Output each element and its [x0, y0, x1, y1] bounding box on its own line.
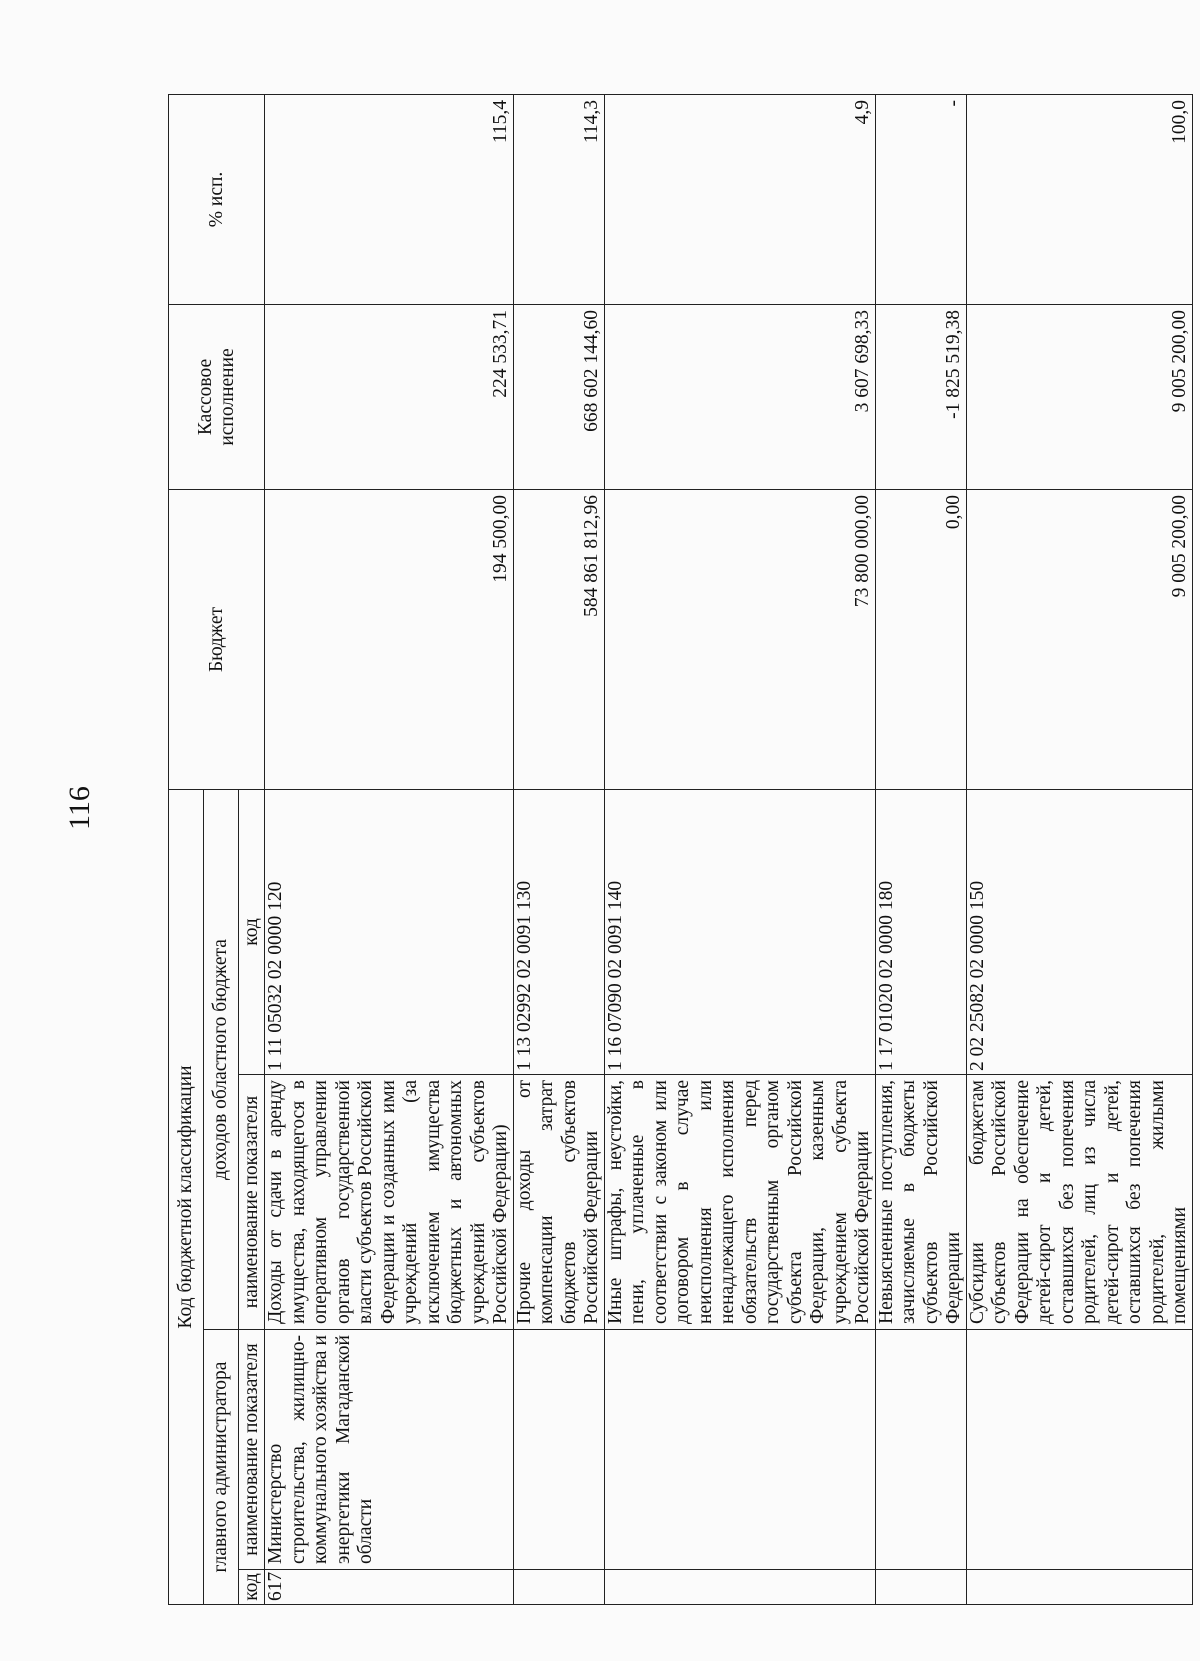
- admin-code: 617: [265, 1570, 514, 1605]
- row-name: Прочие доходы от компенсации затрат бюджетов субъектов Российской Федерации: [513, 1075, 604, 1330]
- row-code: 2 02 25082 02 0000 150: [966, 789, 1192, 1074]
- table-row: [966, 94, 1192, 1604]
- row-name: Субсидии бюджетам субъектов Российской Федерации на обеспечение детей-сирот и детей, оставшихся без попечения родителей, лиц из числа детей-сирот и детей, оставшихся без попечения родителей, жилыми помещениями: [966, 1075, 1192, 1330]
- row-budget: 9 005 200,00: [966, 489, 1192, 789]
- row-percent: -: [875, 94, 966, 304]
- row-cash: 668 602 144,60: [513, 304, 604, 489]
- budget-table: [168, 94, 1193, 1605]
- table-row: [265, 94, 514, 1604]
- row-percent: 114,3: [513, 94, 604, 304]
- page-number: 116: [63, 786, 96, 830]
- row-cash: 9 005 200,00: [966, 304, 1192, 489]
- row-percent: 115,4: [265, 94, 514, 304]
- row-code: 1 13 02992 02 0091 130: [513, 789, 604, 1074]
- header-cash-execution: Кассовое исполнение: [169, 304, 265, 489]
- row-code: 1 16 07090 02 0091 140: [604, 789, 875, 1074]
- row-percent: 100,0: [966, 94, 1192, 304]
- header-main-admin: главного администратора: [204, 1330, 239, 1605]
- row-cash: -1 825 519,38: [875, 304, 966, 489]
- row-code: 1 11 05032 02 0000 120: [265, 789, 514, 1074]
- header-budget: Бюджет: [169, 489, 265, 789]
- table-row: [513, 94, 604, 1604]
- header-regional-income: доходов областного бюджета: [204, 789, 239, 1329]
- row-name: Невыясненные поступления, зачисляемые в бюджеты субъектов Российской Федерации: [875, 1075, 966, 1330]
- row-percent: 4,9: [604, 94, 875, 304]
- row-cash: 224 533,71: [265, 304, 514, 489]
- header-classification: Код бюджетной классификации: [169, 789, 204, 1604]
- header-indicator-name-2: наименование показателя: [239, 1075, 265, 1330]
- table-row: [875, 94, 966, 1604]
- row-name: Доходы от сдачи в аренду имущества, находящегося в оперативном управлении органов государственной власти субъектов Российской Федерации и созданных ими учреждений (за исключением имущества бюджетных и автономных учреждений субъектов Российской Федерации): [265, 1075, 514, 1330]
- row-budget: 0,00: [875, 489, 966, 789]
- admin-name: Министерство строительства, жилищно-коммунального хозяйства и энергетики Магаданской области: [265, 1330, 514, 1570]
- row-budget: 584 861 812,96: [513, 489, 604, 789]
- row-budget: 194 500,00: [265, 489, 514, 789]
- header-code: код: [239, 1570, 265, 1605]
- row-budget: 73 800 000,00: [604, 489, 875, 789]
- header-percent: % исп.: [169, 94, 265, 304]
- table-row: [604, 94, 875, 1604]
- row-name: Иные штрафы, неустойки, пени, уплаченные в соответствии с законом или договором в случае неисполнения или ненадлежащего исполнения обязательств перед государственным органом субъекта Российской Федерации, казенным учреждением субъекта Российской Федерации: [604, 1075, 875, 1330]
- row-code: 1 17 01020 02 0000 180: [875, 789, 966, 1074]
- header-indicator-name: наименование показателя: [239, 1330, 265, 1570]
- row-cash: 3 607 698,33: [604, 304, 875, 489]
- header-code-2: код: [239, 789, 265, 1074]
- rotated-table-frame: [168, 95, 1190, 1605]
